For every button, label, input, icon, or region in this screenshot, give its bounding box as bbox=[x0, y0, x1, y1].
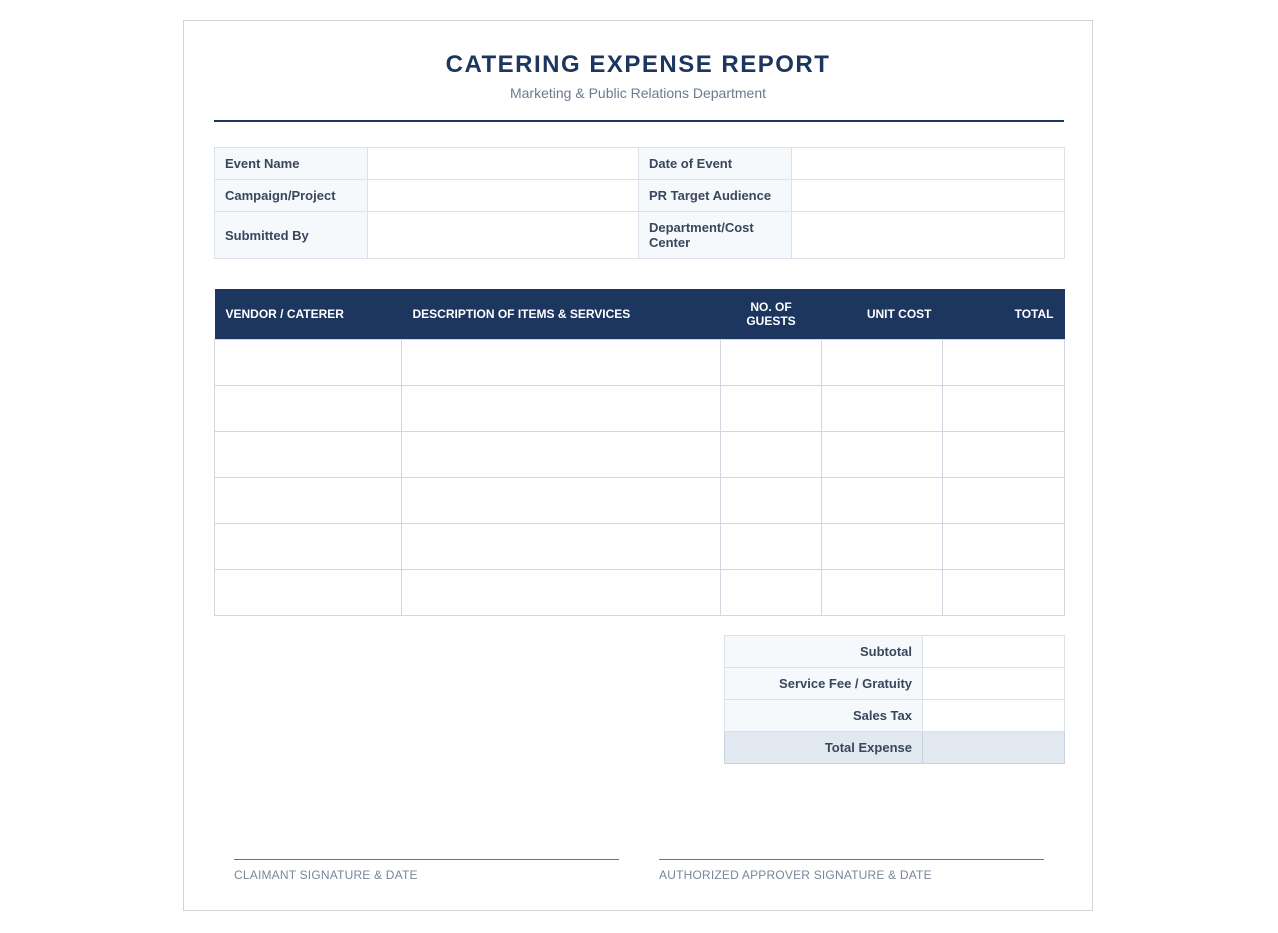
sales-tax-field[interactable] bbox=[923, 700, 1065, 732]
campaign-project-field[interactable] bbox=[368, 180, 639, 212]
description-cell[interactable] bbox=[402, 385, 721, 431]
pr-target-audience-label: PR Target Audience bbox=[639, 180, 792, 212]
event-name-label: Event Name bbox=[215, 148, 368, 180]
info-row bbox=[215, 212, 1065, 259]
approver-signature-line[interactable] bbox=[659, 859, 1044, 860]
vendor-cell[interactable] bbox=[215, 339, 402, 385]
table-row bbox=[215, 569, 1065, 615]
total-expense-field[interactable] bbox=[923, 732, 1065, 764]
description-cell[interactable] bbox=[402, 523, 721, 569]
service-fee-field[interactable] bbox=[923, 668, 1065, 700]
report-subtitle: Marketing & Public Relations Department bbox=[509, 85, 766, 101]
description-cell[interactable] bbox=[402, 339, 721, 385]
totals-table bbox=[724, 635, 1065, 764]
col-header-description: DESCRIPTION OF ITEMS & SERVICES bbox=[402, 289, 721, 339]
info-row bbox=[215, 180, 1065, 212]
description-cell[interactable] bbox=[402, 477, 721, 523]
pr-target-audience-field[interactable] bbox=[792, 180, 1065, 212]
table-row bbox=[215, 385, 1065, 431]
total-expense-row bbox=[725, 732, 1065, 764]
title-divider bbox=[214, 120, 1064, 122]
total-cell[interactable] bbox=[943, 477, 1065, 523]
date-of-event-field[interactable] bbox=[792, 148, 1065, 180]
expense-report-sheet bbox=[183, 20, 1093, 911]
report-title: CATERING EXPENSE REPORT bbox=[445, 51, 831, 78]
submitted-by-label: Submitted By bbox=[215, 212, 368, 259]
table-row bbox=[215, 339, 1065, 385]
guests-cell[interactable] bbox=[721, 385, 822, 431]
submitted-by-field[interactable] bbox=[368, 212, 639, 259]
catering-items-table bbox=[214, 289, 1065, 616]
col-header-total: TOTAL bbox=[943, 289, 1065, 339]
table-row bbox=[215, 523, 1065, 569]
total-expense-label: Total Expense bbox=[725, 732, 923, 764]
items-header-row bbox=[215, 289, 1065, 339]
description-cell[interactable] bbox=[402, 431, 721, 477]
info-row bbox=[215, 148, 1065, 180]
vendor-cell[interactable] bbox=[215, 569, 402, 615]
table-row bbox=[215, 477, 1065, 523]
total-cell[interactable] bbox=[943, 569, 1065, 615]
guests-cell[interactable] bbox=[721, 569, 822, 615]
sales-tax-label: Sales Tax bbox=[725, 700, 923, 732]
subtotal-label: Subtotal bbox=[725, 636, 923, 668]
vendor-cell[interactable] bbox=[215, 385, 402, 431]
col-header-guests: NO. OF GUESTS bbox=[721, 289, 822, 339]
guests-cell[interactable] bbox=[721, 523, 822, 569]
sales-tax-row bbox=[725, 700, 1065, 732]
event-info-table bbox=[214, 147, 1065, 259]
unit-cost-cell[interactable] bbox=[822, 431, 943, 477]
vendor-cell[interactable] bbox=[215, 431, 402, 477]
total-cell[interactable] bbox=[943, 523, 1065, 569]
claimant-signature-line[interactable] bbox=[234, 859, 619, 860]
vendor-cell[interactable] bbox=[215, 523, 402, 569]
department-cost-center-field[interactable] bbox=[792, 212, 1065, 259]
guests-cell[interactable] bbox=[721, 477, 822, 523]
department-cost-center-label: Department/Cost Center bbox=[639, 212, 792, 259]
col-header-unit-cost: UNIT COST bbox=[822, 289, 943, 339]
total-cell[interactable] bbox=[943, 385, 1065, 431]
subtotal-field[interactable] bbox=[923, 636, 1065, 668]
col-header-vendor: VENDOR / CATERER bbox=[215, 289, 402, 339]
campaign-project-label: Campaign/Project bbox=[215, 180, 368, 212]
table-row bbox=[215, 431, 1065, 477]
subtotal-row bbox=[725, 636, 1065, 668]
approver-signature-block bbox=[659, 859, 1044, 882]
guests-cell[interactable] bbox=[721, 339, 822, 385]
unit-cost-cell[interactable] bbox=[822, 477, 943, 523]
description-cell[interactable] bbox=[402, 569, 721, 615]
total-cell[interactable] bbox=[943, 431, 1065, 477]
date-of-event-label: Date of Event bbox=[639, 148, 792, 180]
event-name-field[interactable] bbox=[368, 148, 639, 180]
guests-cell[interactable] bbox=[721, 431, 822, 477]
service-fee-label: Service Fee / Gratuity bbox=[725, 668, 923, 700]
claimant-signature-caption: CLAIMANT SIGNATURE & DATE bbox=[234, 868, 418, 882]
claimant-signature-block bbox=[234, 859, 619, 882]
unit-cost-cell[interactable] bbox=[822, 523, 943, 569]
unit-cost-cell[interactable] bbox=[822, 569, 943, 615]
total-cell[interactable] bbox=[943, 339, 1065, 385]
approver-signature-caption: AUTHORIZED APPROVER SIGNATURE & DATE bbox=[659, 868, 932, 882]
unit-cost-cell[interactable] bbox=[822, 385, 943, 431]
unit-cost-cell[interactable] bbox=[822, 339, 943, 385]
service-fee-row bbox=[725, 668, 1065, 700]
vendor-cell[interactable] bbox=[215, 477, 402, 523]
